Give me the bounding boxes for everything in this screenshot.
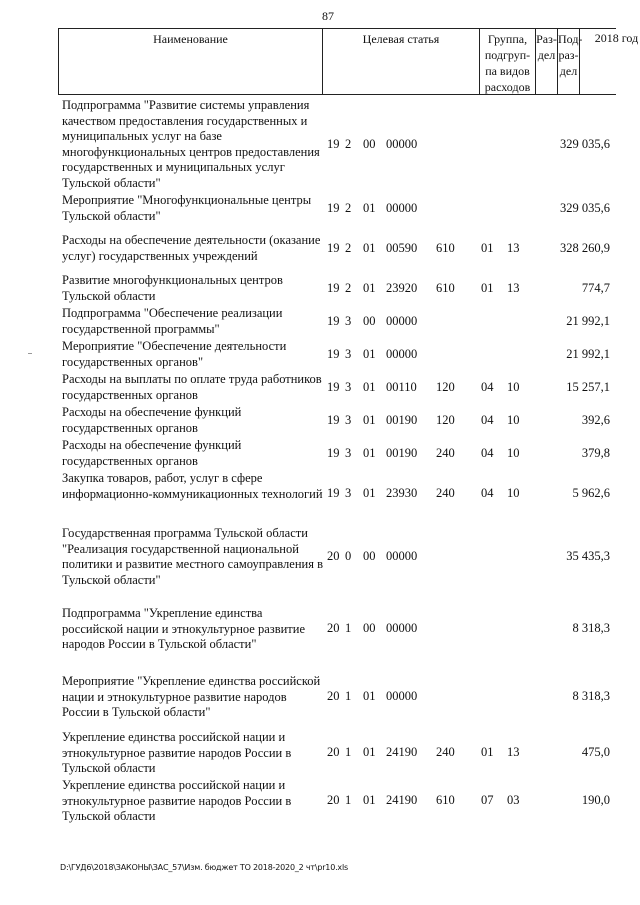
row-name: Развитие многофункциональных центров Тульской области: [62, 273, 283, 303]
row-podr: 03: [507, 793, 520, 807]
row-grp: 610: [436, 281, 455, 295]
row-sum: 35 435,3: [566, 549, 610, 563]
row-name: Подпрограмма "Развитие системы управления качеством предоставления государственных и муниципальных услуг на базе многофункциональных центров предоставления государственных и муниципальных услуг Тульской области": [62, 98, 320, 190]
row-mer: 01: [363, 486, 376, 500]
row-prog: 19: [327, 281, 340, 295]
table-header: [58, 28, 639, 94]
row-mer: 00: [363, 621, 376, 635]
table-row: [0, 339, 640, 370]
header-razdel: Раз- дел: [535, 28, 557, 94]
row-sum: 379,8: [581, 446, 610, 460]
row-sum: 329 035,6: [560, 201, 610, 215]
table-row: [0, 273, 640, 304]
row-name: Расходы на обеспечение функций государственных органов: [62, 405, 242, 435]
table-row: [0, 306, 640, 337]
row-sub: 3: [345, 347, 352, 361]
table-row: [0, 674, 640, 720]
page-number: 87: [322, 9, 334, 23]
row-dir: 00190: [386, 413, 418, 427]
row-mer: 01: [363, 281, 376, 295]
row-name: Государственная программа Тульской области "Реализация государственной национальной политики и развитие местного самоуправления в Тульской области": [62, 526, 323, 587]
header-year-label: 2018 год: [594, 31, 639, 45]
row-prog: 20: [327, 549, 340, 563]
row-sum: 475,0: [581, 745, 610, 759]
row-prog: 20: [327, 689, 340, 703]
row-podr: 10: [507, 486, 520, 500]
table-row: [0, 372, 640, 403]
table-row: [0, 233, 640, 264]
row-razd: 04: [481, 413, 494, 427]
row-sum: 15 257,1: [566, 380, 610, 394]
row-name: Расходы на обеспечение функций государственных органов: [62, 438, 242, 468]
row-prog: 20: [327, 793, 340, 807]
row-name: Мероприятие "Многофункциональные центры Тульской области": [62, 193, 312, 223]
row-sub: 1: [345, 621, 352, 635]
row-razd: 01: [481, 281, 494, 295]
row-razd: 04: [481, 486, 494, 500]
table-row: [0, 405, 640, 436]
row-grp: 240: [436, 446, 455, 460]
row-name: Подпрограмма "Укрепление единства российской нации и этнокультурное развитие народов России в Тульской области": [62, 606, 305, 651]
row-sum: 8 318,3: [572, 621, 610, 635]
row-sub: 3: [345, 413, 352, 427]
table-row: [0, 778, 640, 824]
row-grp: 240: [436, 486, 455, 500]
row-dir: 23930: [386, 486, 418, 500]
row-prog: 19: [327, 314, 340, 328]
row-sub: 1: [345, 745, 352, 759]
table-row: [0, 98, 640, 191]
row-sub: 1: [345, 689, 352, 703]
row-mer: 01: [363, 201, 376, 215]
row-sum: 774,7: [581, 281, 610, 295]
row-razd: 01: [481, 745, 494, 759]
row-name: Укрепление единства российской нации и этнокультурное развитие народов России в Тульской области: [62, 730, 292, 775]
row-dir: 00000: [386, 201, 418, 215]
row-dir: 24190: [386, 793, 418, 807]
header-name: Наименование: [58, 28, 322, 94]
row-mer: 01: [363, 241, 376, 255]
header-podrazdel: Под- раз- дел: [557, 28, 579, 94]
row-prog: 19: [327, 241, 340, 255]
row-dir: 00000: [386, 689, 418, 703]
row-mer: 01: [363, 380, 376, 394]
row-sum: 329 035,6: [560, 137, 610, 151]
row-mer: 00: [363, 137, 376, 151]
row-name: Расходы на обеспечение деятельности (оказание услуг) государственных учреждений: [62, 233, 321, 263]
row-grp: 120: [436, 413, 455, 427]
row-mer: 01: [363, 745, 376, 759]
row-prog: 19: [327, 201, 340, 215]
row-sub: 3: [345, 314, 352, 328]
row-prog: 19: [327, 413, 340, 427]
row-razd: 01: [481, 241, 494, 255]
row-sum: 21 992,1: [566, 347, 610, 361]
row-prog: 20: [327, 745, 340, 759]
row-grp: 120: [436, 380, 455, 394]
row-grp: 610: [436, 241, 455, 255]
row-sum: 328 260,9: [560, 241, 610, 255]
row-dir: 00000: [386, 137, 418, 151]
row-name: Мероприятие "Обеспечение деятельности государственных органов": [62, 339, 287, 369]
row-prog: 19: [327, 380, 340, 394]
row-name: Укрепление единства российской нации и этнокультурное развитие народов России в Тульской области: [62, 778, 292, 823]
header-group: Группа, подгруп- па видов расходов: [479, 28, 535, 94]
row-sum: 21 992,1: [566, 314, 610, 328]
row-mer: 00: [363, 549, 376, 563]
row-podr: 13: [507, 281, 520, 295]
table-row: [0, 526, 640, 588]
row-sum: 190,0: [581, 793, 610, 807]
row-sum: 5 962,6: [572, 486, 610, 500]
row-mer: 01: [363, 793, 376, 807]
row-sub: 3: [345, 486, 352, 500]
row-razd: 07: [481, 793, 494, 807]
row-mer: 00: [363, 314, 376, 328]
row-razd: 04: [481, 446, 494, 460]
row-prog: 20: [327, 621, 340, 635]
row-sub: 0: [345, 549, 352, 563]
table-row: [0, 471, 640, 517]
table-row: [0, 438, 640, 469]
row-sub: 2: [345, 241, 352, 255]
row-dir: 00190: [386, 446, 418, 460]
row-sub: 2: [345, 281, 352, 295]
row-dir: 00000: [386, 549, 418, 563]
row-mer: 01: [363, 689, 376, 703]
row-dir: 00000: [386, 621, 418, 635]
row-sub: 1: [345, 793, 352, 807]
row-grp: 610: [436, 793, 455, 807]
row-podr: 10: [507, 413, 520, 427]
row-dir: 23920: [386, 281, 418, 295]
table-row: [0, 606, 640, 652]
row-name: Мероприятие "Укрепление единства российской нации и этнокультурное развитие народов России в Тульской области": [62, 674, 321, 719]
row-name: Закупка товаров, работ, услуг в сфере информационно-коммуникационных технологий: [62, 471, 323, 501]
row-name: Расходы на выплаты по оплате труда работников государственных органов: [62, 372, 322, 402]
row-sum: 8 318,3: [572, 689, 610, 703]
row-podr: 10: [507, 446, 520, 460]
row-podr: 13: [507, 745, 520, 759]
row-dir: 00590: [386, 241, 418, 255]
row-sub: 3: [345, 446, 352, 460]
row-dir: 00000: [386, 314, 418, 328]
row-prog: 19: [327, 486, 340, 500]
row-sub: 3: [345, 380, 352, 394]
row-name: Подпрограмма "Обеспечение реализации государственной программы": [62, 306, 283, 336]
row-podr: 10: [507, 380, 520, 394]
row-sub: 2: [345, 137, 352, 151]
file-path: D:\ГУД6\2018\ЗАКОНЫ\ЗАС_57\Изм. бюджет ТО 2018-2020_2 чт\pr10.xls: [60, 863, 348, 872]
row-razd: 04: [481, 380, 494, 394]
table-row: [0, 730, 640, 776]
row-podr: 13: [507, 241, 520, 255]
row-dir: 00000: [386, 347, 418, 361]
row-prog: 19: [327, 347, 340, 361]
row-prog: 19: [327, 446, 340, 460]
row-sub: 2: [345, 201, 352, 215]
row-sum: 392,6: [581, 413, 610, 427]
row-prog: 19: [327, 137, 340, 151]
row-dir: 00110: [386, 380, 417, 394]
row-mer: 01: [363, 347, 376, 361]
header-target: Целевая статья: [322, 28, 479, 94]
row-dir: 24190: [386, 745, 418, 759]
row-mer: 01: [363, 413, 376, 427]
row-grp: 240: [436, 745, 455, 759]
row-mer: 01: [363, 446, 376, 460]
table-row: [0, 193, 640, 224]
